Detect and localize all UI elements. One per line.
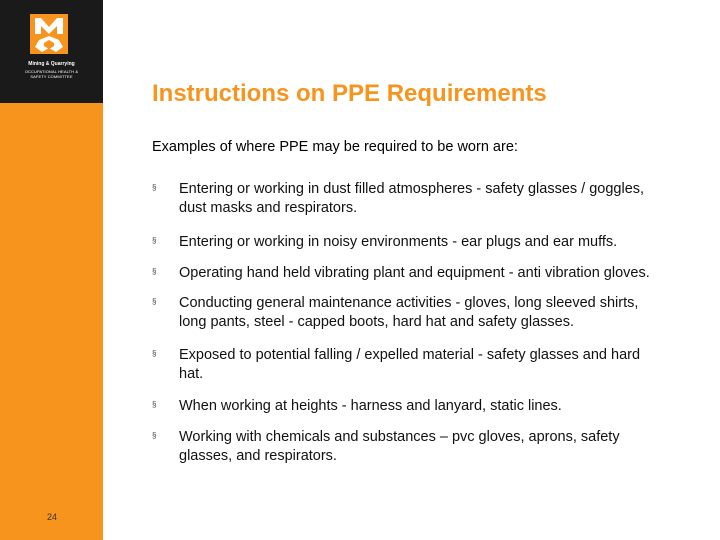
logo-block <box>0 0 103 103</box>
bullet-text <box>179 233 704 252</box>
bullet-text <box>179 346 704 384</box>
bullet-marker: § <box>152 236 157 245</box>
logo-subtitle <box>0 69 103 79</box>
slide-intro: Examples of where PPE may be required to be worn are: <box>152 139 518 155</box>
bullet-text-line: Conducting general maintenance activities - gloves, long sleeved shirts, <box>179 295 639 311</box>
mq-logo-icon <box>30 14 68 54</box>
logo-subtitle-line2: SAFETY COMMITTEE <box>30 74 73 79</box>
bullet-text-line: long pants, steel - capped boots, hard hat and safety glasses. <box>179 314 574 330</box>
bullet-text-line: dust masks and respirators. <box>179 200 358 216</box>
logo-subtitle-line1: OCCUPATIONAL HEALTH & <box>24 69 79 74</box>
bullet-text-line: Operating hand held vibrating plant and equipment - anti vibration gloves. <box>179 265 650 281</box>
bullet-text-line: When working at heights - harness and lanyard, static lines. <box>179 398 562 414</box>
bullet-text <box>179 180 704 218</box>
slide-title: Instructions on PPE Requirements <box>152 80 547 107</box>
sidebar <box>0 0 103 540</box>
bullet-text-line: Exposed to potential falling / expelled material - safety glasses and hard <box>179 347 641 363</box>
bullet-marker: § <box>152 400 157 409</box>
bullet-text <box>179 397 704 416</box>
bullet-text-line: Entering or working in dust filled atmospheres - safety glasses / goggles, <box>179 181 645 197</box>
logo-title: Mining & Quarrying <box>28 61 75 67</box>
bullet-marker: § <box>152 183 157 192</box>
bullet-marker: § <box>152 297 157 306</box>
bullet-text <box>179 294 704 332</box>
bullet-text-line: hat. <box>179 366 204 382</box>
bullet-marker: § <box>152 349 157 358</box>
bullet-marker: § <box>152 267 157 276</box>
bullet-text-line: glasses, and respirators. <box>179 448 337 464</box>
page-number: 24 <box>47 512 58 522</box>
bullet-text <box>179 264 704 283</box>
bullet-marker: § <box>152 431 157 440</box>
bullet-text-line: Working with chemicals and substances – pvc gloves, aprons, safety <box>179 429 620 445</box>
bullet-text <box>179 428 704 466</box>
bullet-text-line: Entering or working in noisy environments - ear plugs and ear muffs. <box>179 234 618 250</box>
